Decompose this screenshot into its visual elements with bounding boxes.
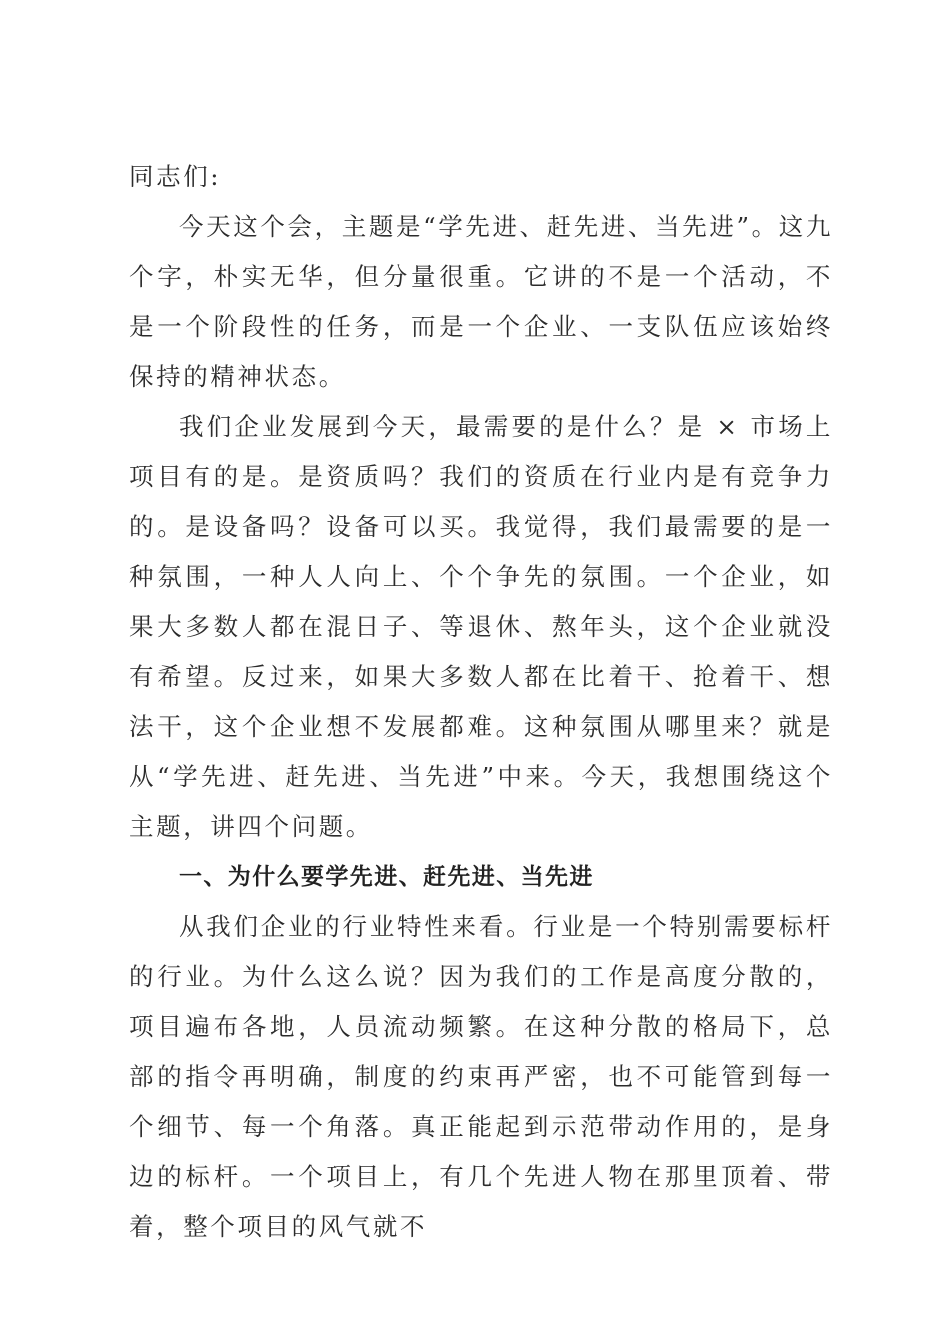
paragraph-needs: 我们企业发展到今天，最需要的是什么？是 × 市场上项目有的是。是资质吗？我们的资质在行业内是有竞争力的。是设备吗？设备可以买。我觉得，我们最需要的是一种氛围，一种人人向上、个个争先的氛围。一个企业，如果大多数人都在混日子、等退休、熬年头，这个企业就没有希望。反过来，如果大多数人都在比着干、抢着干、想法干，这个企业想不发展都难。这种氛围从哪里来？就是从“学先进、赶先进、当先进”中来。今天，我想围绕这个主题，讲四个问题。 [129,412,833,841]
salutation: 同志们: [129,162,222,191]
document-body [129,152,833,1252]
section-heading: 一、为什么要学先进、赶先进、当先进 [179,864,594,890]
paragraph-section-one: 从我们企业的行业特性来看。行业是一个特别需要标杆的行业。为什么这么说？因为我们的工作是高度分散的，项目遍布各地，人员流动频繁。在这种分散的格局下，总部的指令再明确，制度的约束再严密，也不可能管到每一个细节、每一个角落。真正能起到示范带动作用的，是身边的标杆。一个项目上，有几个先进人物在那里顶着、带着，整个项目的风气就不 [129,912,833,1241]
paragraph-intro: 今天这个会，主题是“学先进、赶先进、当先进”。这九个字，朴实无华，但分量很重。它讲的不是一个活动，不是一个阶段性的任务，而是一个企业、一支队伍应该始终保持的精神状态。 [129,212,833,391]
